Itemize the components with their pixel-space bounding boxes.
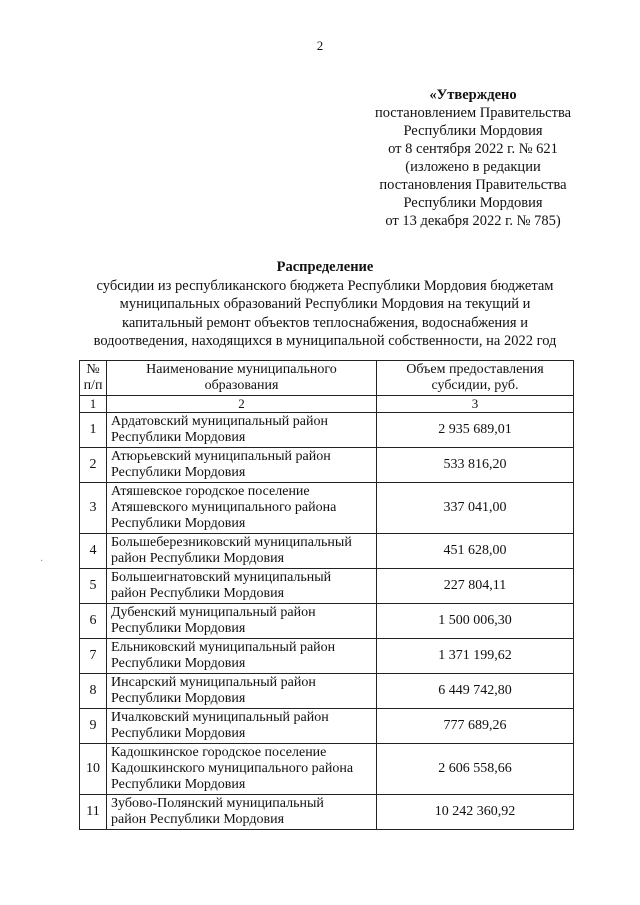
title-line: субсидии из республиканского бюджета Республики Мордовия бюджетам [96,277,554,294]
table-row [80,448,574,483]
municipality-name [107,674,377,709]
column-index: 1 [80,396,107,413]
municipality-name [107,448,377,483]
approval-line: (изложено в редакции [405,159,541,175]
municipality-name-line: Республики Мордовия [111,621,246,636]
subsidy-amount: 533 816,20 [377,448,574,483]
municipality-name [107,534,377,569]
margin-mark: · [40,556,44,567]
municipality-name-line: Инсарский муниципальный район [111,675,316,690]
municipality-name-line: Ельниковский муниципальный район [111,640,336,655]
row-number: 8 [80,674,107,709]
approval-line: Республики Мордовия [403,195,543,211]
municipality-name-line: район Республики Мордовия [111,586,285,601]
approval-stamp [360,86,586,230]
subsidy-amount: 2 606 558,66 [377,744,574,795]
municipality-name-line: Зубово-Полянский муниципальный [111,796,324,811]
table-row [80,413,574,448]
column-index: 2 [107,396,377,413]
table-row [80,744,574,795]
page-number: 2 [316,38,324,53]
municipality-name-line: Атюрьевский муниципальный район [111,449,331,464]
row-number: 2 [80,448,107,483]
title-line: капитальный ремонт объектов теплоснабжения, водоснабжения и [122,314,528,331]
subsidy-amount: 227 804,11 [377,569,574,604]
subsidy-amount: 10 242 360,92 [377,795,574,830]
municipality-name-line: Ардатовский муниципальный район [111,414,328,429]
table-header-row [80,361,574,396]
row-number: 10 [80,744,107,795]
municipality-name [107,413,377,448]
header-num: № п/п [80,361,107,396]
municipality-name-line: Большеберезниковский муниципальный [111,535,352,550]
approval-line: от 8 сентября 2022 г. № 621 [388,141,558,157]
document-title [60,258,590,351]
municipality-name [107,639,377,674]
table-row [80,534,574,569]
header-value: Объем предоставления субсидии, руб. [377,361,574,396]
row-number: 4 [80,534,107,569]
municipality-name-line: Республики Мордовия [111,430,246,445]
table-row [80,639,574,674]
municipality-name-line: Кадошкинского муниципального района [111,761,354,776]
table-row [80,795,574,830]
table-row [80,483,574,534]
row-number: 9 [80,709,107,744]
municipality-name [107,483,377,534]
municipality-name-line: район Республики Мордовия [111,812,285,827]
approval-line: постановлением Правительства [374,105,572,121]
municipality-name-line: Атяшевского муниципального района [111,500,337,515]
approval-line: постановления Правительства [379,177,567,193]
municipality-name-line: Республики Мордовия [111,656,246,671]
municipality-name-line: район Республики Мордовия [111,551,285,566]
subsidy-amount: 6 449 742,80 [377,674,574,709]
column-index-row [80,396,574,413]
subsidy-amount: 1 500 006,30 [377,604,574,639]
row-number: 7 [80,639,107,674]
row-number: 5 [80,569,107,604]
row-number: 6 [80,604,107,639]
header-name: Наименование муниципального образования [107,361,377,396]
table-row [80,674,574,709]
table-row [80,604,574,639]
municipality-name-line: Дубенский муниципальный район [111,605,316,620]
municipality-name [107,744,377,795]
column-index: 3 [377,396,574,413]
subsidy-amount: 777 689,26 [377,709,574,744]
municipality-name-line: Республики Мордовия [111,516,246,531]
approval-line: Республики Мордовия [403,123,543,139]
subsidy-amount: 337 041,00 [377,483,574,534]
municipality-name-line: Республики Мордовия [111,465,246,480]
title-line: водоотведения, находящихся в муниципальной собственности, на 2022 год [93,333,557,349]
title-heading: Распределение [276,259,374,275]
municipality-name [107,569,377,604]
municipality-name-line: Республики Мордовия [111,691,246,706]
subsidy-table [79,360,574,830]
subsidy-amount: 2 935 689,01 [377,413,574,448]
approval-heading: «Утверждено [429,87,517,103]
table-row [80,709,574,744]
approval-line: от 13 декабря 2022 г. № 785) [385,213,561,229]
municipality-name-line: Ичалковский муниципальный район [111,710,329,725]
municipality-name-line: Большеигнатовский муниципальный [111,570,332,585]
subsidy-amount: 1 371 199,62 [377,639,574,674]
municipality-name-line: Республики Мордовия [111,726,246,741]
row-number: 1 [80,413,107,448]
row-number: 11 [80,795,107,830]
table-row [80,569,574,604]
subsidy-amount: 451 628,00 [377,534,574,569]
municipality-name-line: Атяшевское городское поселение [111,484,310,499]
municipality-name [107,709,377,744]
municipality-name-line: Республики Мордовия [111,777,246,792]
municipality-name [107,795,377,830]
municipality-name-line: Кадошкинское городское поселение [111,745,327,760]
title-line: муниципальных образований Республики Мордовия на текущий и [119,296,531,312]
municipality-name [107,604,377,639]
row-number: 3 [80,483,107,534]
